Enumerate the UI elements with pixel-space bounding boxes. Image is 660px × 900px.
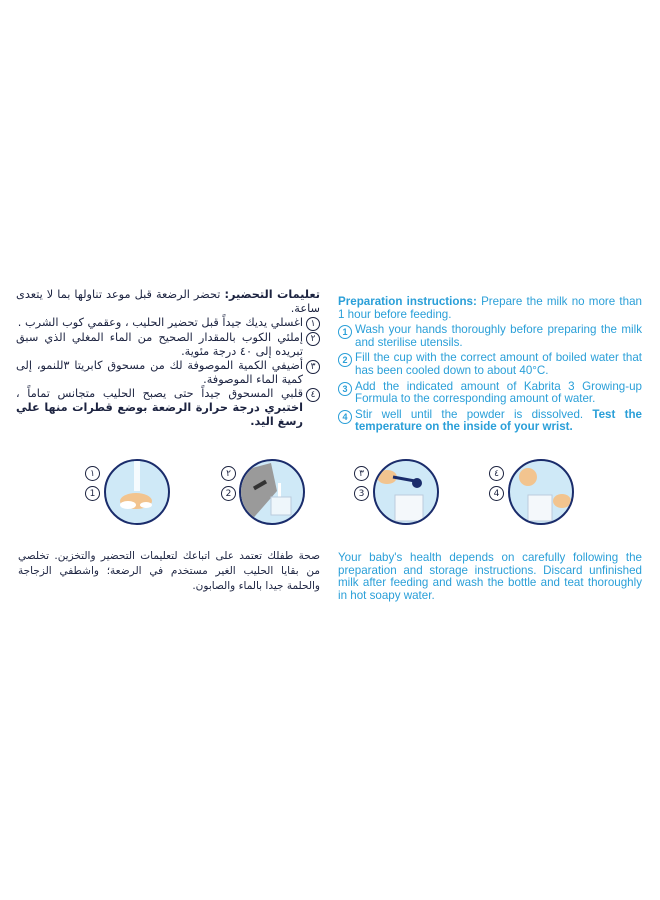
- step-number: ٣: [306, 360, 320, 374]
- step-text: Stir well until the powder is dissolved.: [355, 407, 584, 421]
- step-number-en: 1: [85, 486, 100, 501]
- arabic-instructions: [16, 288, 320, 429]
- scoop-powder-icon: [373, 459, 439, 525]
- illustration-4-labels: [489, 465, 504, 501]
- step-text: Wash your hands thoroughly before preparing the milk and sterilise utensils.: [355, 323, 642, 349]
- step-bold-text: Test the temperature on the inside of your wrist.: [355, 407, 642, 434]
- english-heading: Preparation instructions:: [338, 295, 477, 308]
- arabic-intro-text: تحضر الرضعة قبل موعد تناولها بما لا يتعدى ساعة.: [16, 288, 320, 315]
- step-text: إملئي الكوب بالمقدار الصحيح من الماء المغلي الذي سبق تبريده إلى ٤٠ درجة مئوية.: [16, 331, 303, 358]
- english-step-2: [338, 352, 642, 377]
- english-instructions: [338, 296, 642, 434]
- step-number-ar: ١: [85, 466, 100, 481]
- step-number: 1: [338, 325, 352, 339]
- step-number: 4: [338, 410, 352, 424]
- step-number: 2: [338, 353, 352, 367]
- arabic-step-4: [16, 387, 320, 429]
- step-text: Fill the cup with the correct amount of boiled water that has been cooled down to about 40°C.: [355, 351, 642, 377]
- step-number: ٤: [306, 388, 320, 402]
- step-text: اغسلي يديك جيداً قبل تحضير الحليب ، وعقمي كوب الشرب .: [17, 316, 303, 329]
- illustration-1-labels: [85, 465, 100, 501]
- step-number-ar: ٢: [221, 466, 236, 481]
- english-step-3: [338, 381, 642, 406]
- english-intro: [338, 296, 642, 321]
- arabic-heading: تعليمات التحضير:: [224, 288, 320, 301]
- english-intro-text: Prepare the milk no more than 1 hour before feeding.: [338, 295, 642, 321]
- step-number: ٢: [306, 332, 320, 346]
- illustration-2-labels: [221, 465, 236, 501]
- kettle-pouring-icon: [239, 459, 305, 525]
- step-text: أضيفي الكمية الموصوفة لك من مسحوق كابريتا ٣للنمو، إلى كمية الماء الموصوفة.: [16, 359, 303, 386]
- step-bold-text: اختبري درجة حرارة الرضعة بوضع قطرات منها علي رسغ اليد.: [16, 401, 303, 428]
- step-number-ar: ٣: [354, 466, 369, 481]
- step-number-en: 2: [221, 486, 236, 501]
- arabic-step-2: [16, 331, 320, 359]
- step-number: ١: [306, 317, 320, 331]
- illustration-3-labels: [354, 465, 369, 501]
- arabic-step-3: [16, 359, 320, 387]
- english-footer: Your baby's health depends on carefully following the preparation and storage instructions. Discard unfinished milk after feeding and wash the bottle and teat thoroughly in hot soapy water.: [338, 551, 642, 602]
- step-number-ar: ٤: [489, 466, 504, 481]
- step-number-en: 4: [489, 486, 504, 501]
- step-text: قلبي المسحوق جيداً حتى يصبح الحليب متجانس تماماً ،: [16, 387, 303, 400]
- english-step-4: [338, 409, 642, 434]
- arabic-intro: [16, 288, 320, 316]
- english-step-1: [338, 324, 642, 349]
- stir-cup-icon: [508, 459, 574, 525]
- step-number: 3: [338, 382, 352, 396]
- hand-washing-icon: [104, 459, 170, 525]
- arabic-step-1: [16, 316, 320, 331]
- step-text: Add the indicated amount of Kabrita 3 Growing-up Formula to the corresponding amount of water.: [355, 379, 642, 406]
- step-number-en: 3: [354, 486, 369, 501]
- arabic-footer: صحة طفلك تعتمد على اتباعك لتعليمات التحضير والتخزين. تخلصي من بقايا الحليب الغير مستخدم في الرضعة؛ واشطفي الزجاجة والحلمة جيدا بالماء والصابون.: [18, 550, 320, 592]
